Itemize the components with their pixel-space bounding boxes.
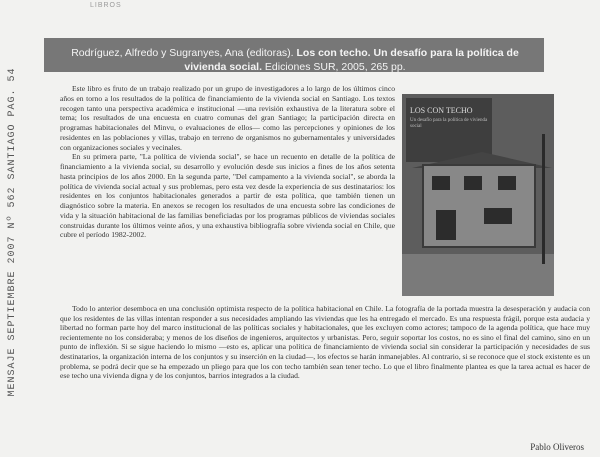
house-window — [484, 208, 512, 224]
review-body-bottom — [60, 304, 590, 381]
book-cover-image — [402, 94, 554, 296]
book-publication: Ediciones SUR, 2005, 265 pp. — [264, 61, 406, 73]
cover-title: LOS CON TECHO — [410, 106, 473, 115]
paragraph-2: En su primera parte, "La política de vivienda social", se hace un recuento en detalle de la política de financiamiento a la vivienda social, su desarrollo y evolución desde sus inicios a fines de los años setenta hasta principios de los años 2000. En la segunda parte, "Del campamento a la vivienda social", se aborda la política de vivienda social actual y sus problemas, pero esta vez desde la experiencia de sus destinatarios: los residentes en los conjuntos habitacionales generados a partir de esta política, que también tienen un diagnóstico sobre la materia. En anexos se recogen los resultados de una encuesta sobre las condiciones de vida y la situación habitacional de las familias beneficiadas por los programas públicos de viviendas sociales construidas durante los últimos veinte años, y una exhaustiva bibliografía sobre vivienda social en Chile, que cubre el período 1982-2002. — [60, 152, 395, 240]
review-body-top — [60, 84, 395, 240]
book-title: Los con techo. Un desafío para la política de vivienda social. — [184, 47, 519, 73]
house-window — [464, 176, 482, 190]
paragraph-1: Este libro es fruto de un trabajo realizado por un grupo de investigadores a lo largo de los últimos cinco años en torno a los resultados de la política de financiamiento de la vivienda social en Santiago. Los textos recogen tanto una perspectiva académica e institucional —una revisión exhaustiva de la literatura sobre el tema; los resultados de una encuesta en cuatro comunas del gran Santiago; la participación directa en programas habitacionales del Minvu, o evaluaciones de ellos— como las percepciones y opiniones de los residentes en las poblaciones y villas, trabajo en terreno de organismos no gubernamentales y universidades con organizaciones sociales y vecinales. — [60, 84, 395, 152]
paragraph-3: Todo lo anterior desemboca en una conclusión optimista respecto de la política habitacional en Chile. La fotografía de la portada muestra la desesperación y audacia con que los residentes de las villas intentan responder a sus necesidades ampliando las viviendas que les ha entregado el mercado. Es una respuesta frágil, porque esta audacia y libertad no forman parte hoy del marco institucional de las políticas sociales y habitacionales, que les excluyen como actores; tampoco de la agenda política, que hace muy recientemente no los consideraba; y menos de los diseños de ingenieros, arquitectos y urbanistas. Pero, seguir soportar los costos, no es sino el final del camino, sino en un punto de inflexión. Si se sigue haciendo lo mismo —esto es, aplicar una política de financiamiento de vivienda social sin considerar la participación y necesidades de sus destinatarios, la organización interna de los conjuntos y su inserción en la ciudad—, los efectos se harán inmanejables. Al contrario, si se reconoce que el stock existente es un problema, se podrá decir que se ha empezado un pliego para que los con techo también sean tener techo. Lo que el libro finalmente plantea es que la tarea actual es hacer de ese techo una vivienda digna y de los conjuntos, barrios integrados a la ciudad. — [60, 304, 590, 381]
house-door — [436, 210, 456, 240]
review-author: Pablo Oliveros — [530, 442, 584, 452]
house-window — [498, 176, 516, 190]
section-label: LIBROS — [90, 2, 122, 9]
side-stamp: MENSAJE SEPTIEMBRE 2007 Nº 562 SANTIAGO PAG. 54 — [7, 67, 18, 397]
cover-subtitle: Un desafío para la política de vivienda social — [410, 118, 488, 129]
review-header — [44, 38, 544, 72]
book-authors: Rodríguez, Alfredo y Sugranyes, Ana (editoras). — [71, 47, 294, 59]
ground — [402, 254, 554, 296]
house-window — [432, 176, 450, 190]
utility-pole — [542, 134, 545, 264]
house-shape — [422, 164, 536, 248]
